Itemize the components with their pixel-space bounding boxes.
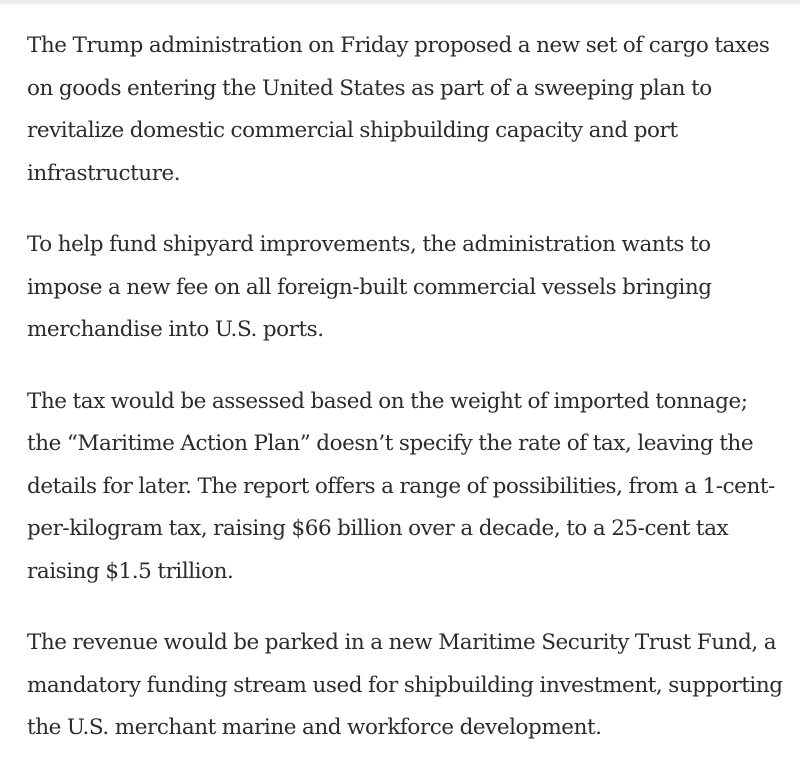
article-paragraph-4: The revenue would be parked in a new Maritime Security Trust Fund, a mandatory funding stream used for shipbuilding investment, supporting the U.S. merchant marine and workforce development. bbox=[27, 630, 783, 740]
article-paragraph-1: The Trump administration on Friday proposed a new set of cargo taxes on goods entering the United States as part of a sweeping plan to revitalize domestic commercial shipbuilding capacity and port infrastructure. bbox=[27, 33, 770, 186]
top-divider bbox=[0, 0, 800, 4]
article-paragraph-3: The tax would be assessed based on the weight of imported tonnage; the “Maritime Action Plan” doesn’t specify the rate of tax, leaving the details for later. The report offers a range of possibilities, from a 1-cent-per-kilogram tax, raising $66 billion over a decade, to a 25-cent tax raising $1.5 trillion. bbox=[27, 388, 775, 584]
article-body bbox=[27, 25, 787, 779]
article-paragraph-2: To help fund shipyard improvements, the administration wants to impose a new fee on all foreign-built commercial vessels bringing merchandise into U.S. ports. bbox=[27, 232, 712, 342]
